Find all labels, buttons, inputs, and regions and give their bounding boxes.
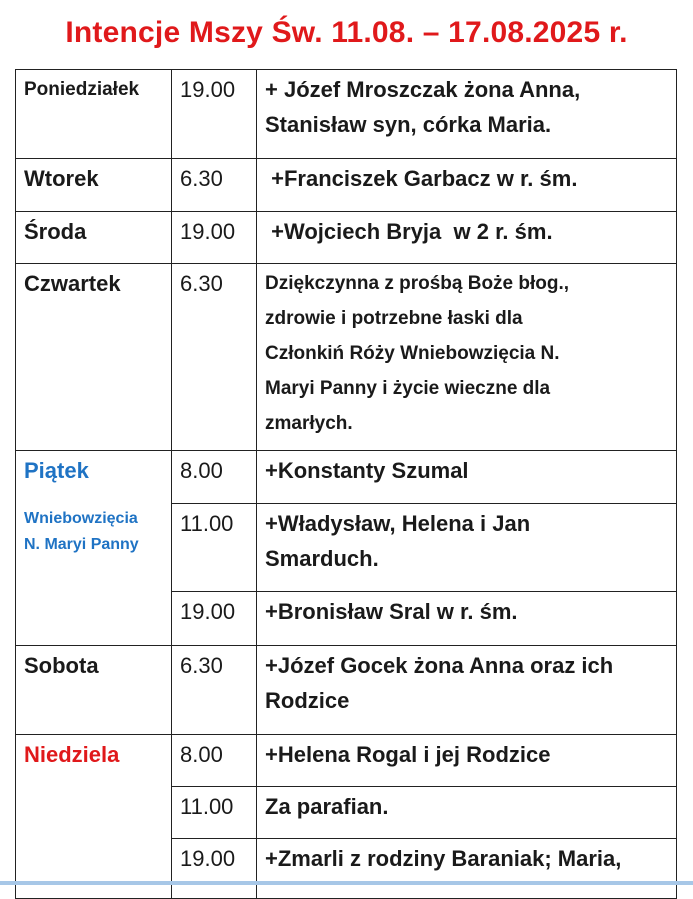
table-row — [16, 451, 677, 504]
intention-cell — [257, 592, 677, 646]
intention-line: +Helena Rogal i jej Rodzice — [265, 742, 551, 767]
day-cell: Środa — [16, 212, 172, 264]
intention-line: Członkiń Róży Wniebowzięcia N. — [265, 343, 560, 364]
time-cell: 6.30 — [172, 646, 257, 735]
intention-line: Smarduch. — [265, 546, 379, 571]
intention-line: + Józef Mroszczak żona Anna, — [265, 77, 581, 102]
page-title: Intencje Mszy Św. 11.08. – 17.08.2025 r. — [65, 16, 628, 49]
day-cell: Czwartek — [16, 264, 172, 451]
bottom-border — [0, 881, 693, 885]
time-cell: 8.00 — [172, 735, 257, 787]
day-cell: Poniedziałek — [16, 70, 172, 159]
time-cell: 19.00 — [172, 839, 257, 899]
table-row — [16, 735, 677, 787]
feast-line: N. Maryi Panny — [24, 536, 139, 553]
intention-line: Stanisław syn, córka Maria. — [265, 112, 552, 137]
intention-line: +Władysław, Helena i Jan — [265, 511, 531, 536]
time-cell: 19.00 — [172, 70, 257, 159]
intention-line: Maryi Panny i życie wieczne dla — [265, 378, 551, 399]
intention-cell — [257, 264, 677, 451]
table-row — [16, 212, 677, 264]
intention-cell — [257, 451, 677, 504]
day-name-holiday: Piątek — [24, 458, 89, 483]
intention-line: Rodzice — [265, 688, 350, 713]
time-cell: 11.00 — [172, 787, 257, 839]
intention-line: zmarłych. — [265, 413, 353, 434]
intention-cell — [257, 159, 677, 212]
intention-cell — [257, 504, 677, 592]
day-cell — [16, 451, 172, 646]
intention-line: +Franciszek Garbacz w r. śm. — [265, 166, 578, 191]
table-row — [16, 646, 677, 735]
intention-line: +Konstanty Szumal — [265, 458, 469, 483]
intention-cell — [257, 212, 677, 264]
intention-cell — [257, 646, 677, 735]
intention-line: Dziękczynna z prośbą Boże błog., — [265, 273, 570, 294]
intention-cell — [257, 735, 677, 787]
table-row — [16, 159, 677, 212]
intention-line: Za parafian. — [265, 794, 389, 819]
day-cell — [16, 735, 172, 899]
time-cell: 19.00 — [172, 592, 257, 646]
time-cell: 19.00 — [172, 212, 257, 264]
feast-name — [24, 506, 163, 558]
intention-line: +Bronisław Sral w r. śm. — [265, 599, 518, 624]
intention-cell — [257, 70, 677, 159]
feast-line: Wniebowzięcia — [24, 510, 138, 527]
day-cell: Wtorek — [16, 159, 172, 212]
intention-cell — [257, 839, 677, 899]
intention-line: zdrowie i potrzebne łaski dla — [265, 308, 523, 329]
day-cell: Sobota — [16, 646, 172, 735]
mass-intentions-table — [15, 69, 677, 899]
intention-line: +Wojciech Bryja w 2 r. śm. — [265, 219, 553, 244]
intention-line: +Józef Gocek żona Anna oraz ich — [265, 653, 614, 678]
time-cell: 8.00 — [172, 451, 257, 504]
time-cell: 6.30 — [172, 159, 257, 212]
intention-cell — [257, 787, 677, 839]
time-cell: 11.00 — [172, 504, 257, 592]
day-name-sunday: Niedziela — [24, 742, 120, 767]
time-cell: 6.30 — [172, 264, 257, 451]
intention-line: +Zmarli z rodziny Baraniak; Maria, — [265, 846, 622, 871]
table-row — [16, 70, 677, 159]
table-row — [16, 264, 677, 451]
